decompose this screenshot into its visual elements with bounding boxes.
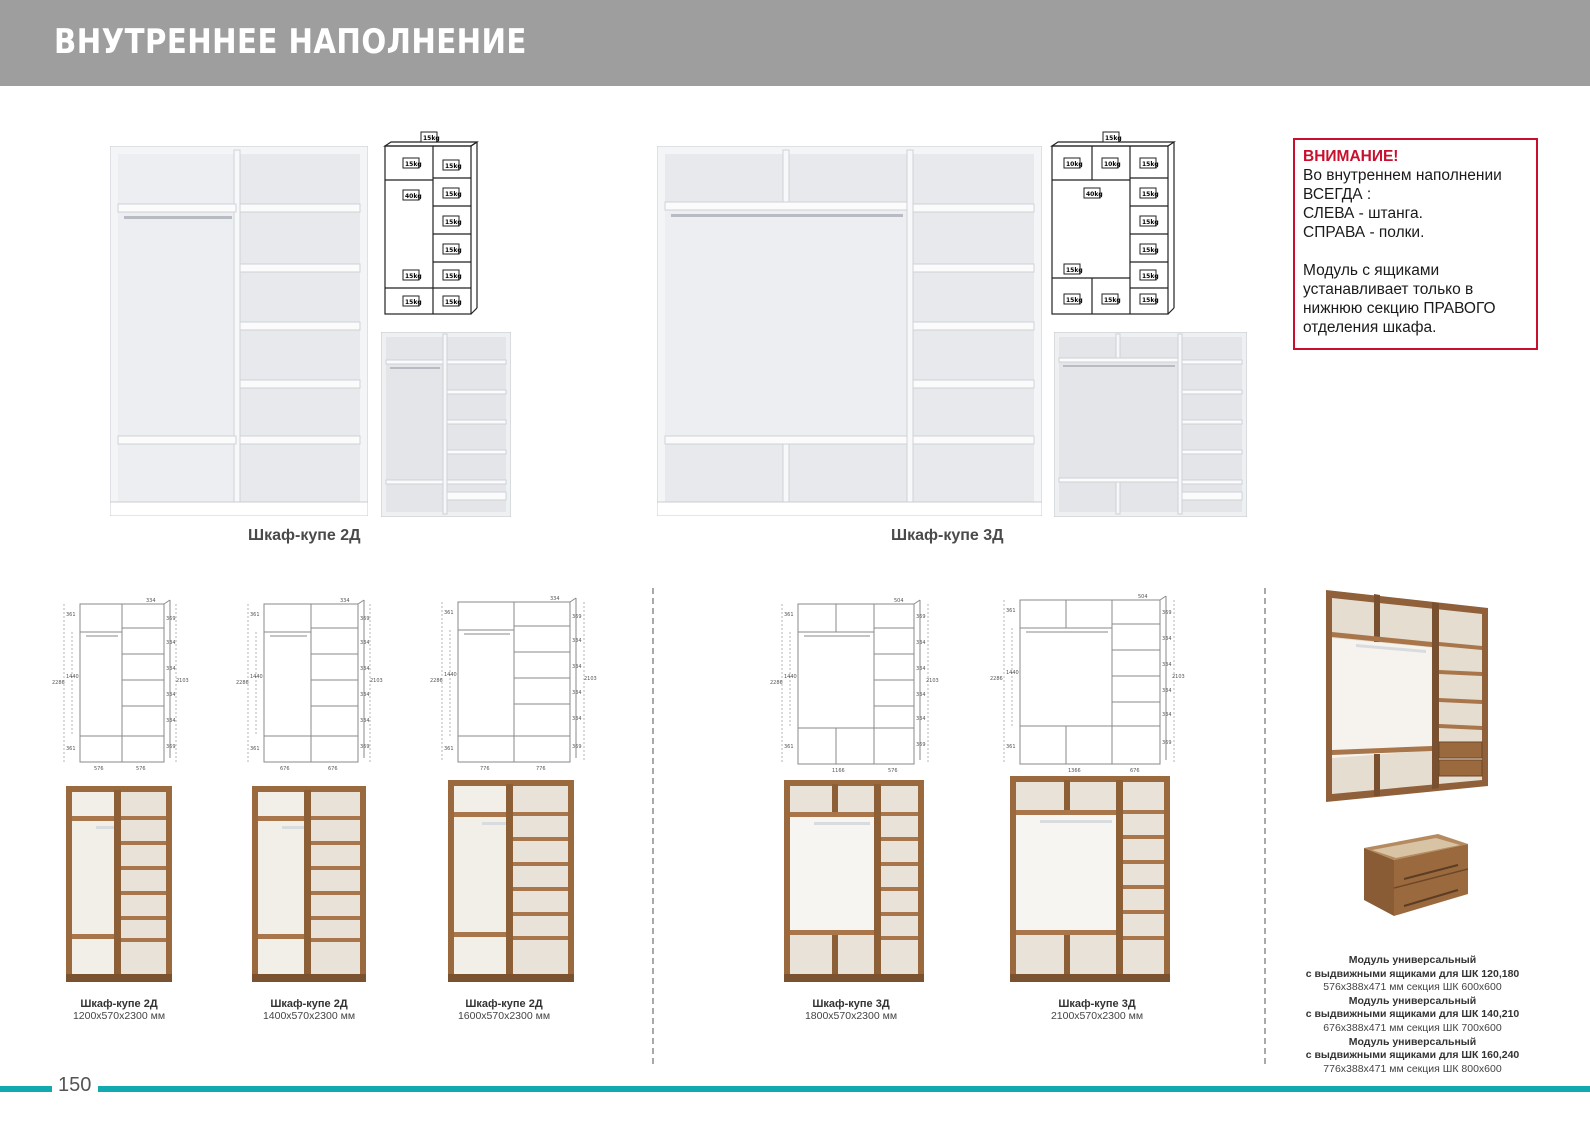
svg-text:15kg: 15kg <box>423 135 440 142</box>
svg-text:2286: 2286 <box>236 680 249 686</box>
svg-text:776: 776 <box>536 766 546 772</box>
svg-text:15kg: 15kg <box>1142 247 1159 254</box>
svg-text:15kg: 15kg <box>1142 273 1159 280</box>
svg-text:15kg: 15kg <box>1142 297 1159 304</box>
svg-text:2103: 2103 <box>1172 674 1185 680</box>
svg-text:15kg: 15kg <box>445 219 462 226</box>
svg-text:15kg: 15kg <box>445 273 462 280</box>
tech-drawing-2d-1600 <box>428 592 598 776</box>
notice-line: Модуль с ящиками <box>1303 262 1440 279</box>
svg-text:576: 576 <box>888 768 898 774</box>
wardrobe-2d-weight-diagram <box>381 128 481 318</box>
svg-text:15kg: 15kg <box>445 163 462 170</box>
page-number: 150 <box>58 1074 92 1096</box>
svg-text:361: 361 <box>784 744 794 750</box>
svg-text:1440: 1440 <box>444 672 457 678</box>
product-size: 1200х570х2300 мм <box>72 1010 166 1022</box>
svg-text:2103: 2103 <box>926 678 939 684</box>
svg-text:334: 334 <box>360 640 370 646</box>
svg-text:369: 369 <box>166 616 176 622</box>
svg-text:15kg: 15kg <box>445 191 462 198</box>
wood-wardrobe-2d-1400 <box>252 786 366 982</box>
svg-text:1440: 1440 <box>66 674 79 680</box>
module-size: 776х388х471 мм секция ШК 800х600 <box>1323 1062 1502 1075</box>
svg-text:15kg: 15kg <box>405 161 422 168</box>
svg-text:15kg: 15kg <box>1066 297 1083 304</box>
svg-text:361: 361 <box>784 612 794 618</box>
svg-text:2103: 2103 <box>584 676 597 682</box>
module-name: Модуль универсальный <box>1348 994 1477 1007</box>
svg-text:334: 334 <box>166 692 176 698</box>
notice-line: отделения шкафа. <box>1303 319 1437 336</box>
product-caption <box>64 998 174 1022</box>
svg-text:15kg: 15kg <box>1104 297 1121 304</box>
module-subtitle: с выдвижными ящиками для ШК 120,180 <box>1305 967 1520 980</box>
section-divider <box>1264 588 1266 1064</box>
svg-text:15kg: 15kg <box>1105 135 1122 142</box>
svg-text:15kg: 15kg <box>1142 191 1159 198</box>
notice-line: СПРАВА - полки. <box>1303 224 1425 241</box>
svg-text:10kg: 10kg <box>1066 161 1083 168</box>
wardrobe-2d-small-render <box>381 332 511 517</box>
notice-line: устанавливает только в <box>1303 281 1474 298</box>
module-size: 676х388х471 мм секция ШК 700х600 <box>1323 1021 1502 1034</box>
product-caption <box>1042 998 1152 1022</box>
svg-text:334: 334 <box>916 666 926 672</box>
wood-wardrobe-3d-1800 <box>784 780 924 982</box>
svg-text:40kg: 40kg <box>1086 191 1103 198</box>
svg-text:334: 334 <box>1162 712 1172 718</box>
svg-text:369: 369 <box>360 744 370 750</box>
svg-text:15kg: 15kg <box>1066 267 1083 274</box>
tech-drawing-2d-1400 <box>234 598 384 776</box>
svg-text:334: 334 <box>360 718 370 724</box>
svg-text:504: 504 <box>894 598 904 604</box>
svg-text:334: 334 <box>572 664 582 670</box>
svg-text:361: 361 <box>444 746 454 752</box>
svg-text:334: 334 <box>340 598 350 604</box>
svg-text:334: 334 <box>166 640 176 646</box>
tech-drawing-3d-2100 <box>990 590 1186 776</box>
svg-text:334: 334 <box>360 692 370 698</box>
svg-text:334: 334 <box>916 640 926 646</box>
footer-line-right <box>98 1086 1590 1092</box>
caption-wardrobe-3d: Шкаф-купе 3Д <box>891 527 1004 544</box>
svg-text:369: 369 <box>1162 740 1172 746</box>
notice-line: ВСЕГДА : <box>1303 186 1372 203</box>
svg-text:334: 334 <box>146 598 156 604</box>
svg-text:2286: 2286 <box>52 680 65 686</box>
wood-wardrobe-2d-1600 <box>448 780 574 982</box>
svg-text:334: 334 <box>572 716 582 722</box>
module-name: Модуль универсальный <box>1348 1035 1477 1048</box>
product-caption <box>449 998 559 1022</box>
svg-text:369: 369 <box>916 742 926 748</box>
svg-text:10kg: 10kg <box>1104 161 1121 168</box>
svg-text:361: 361 <box>66 612 76 618</box>
svg-text:361: 361 <box>66 746 76 752</box>
svg-text:504: 504 <box>1138 594 1148 600</box>
svg-text:334: 334 <box>572 638 582 644</box>
svg-text:676: 676 <box>1130 768 1140 774</box>
caption-wardrobe-2d: Шкаф-купе 2Д <box>248 527 361 544</box>
svg-text:369: 369 <box>572 744 582 750</box>
svg-text:2286: 2286 <box>990 676 1003 682</box>
svg-text:676: 676 <box>328 766 338 772</box>
svg-text:776: 776 <box>480 766 490 772</box>
svg-text:334: 334 <box>166 666 176 672</box>
product-size: 1800х570х2300 мм <box>804 1010 898 1022</box>
svg-text:576: 576 <box>136 766 146 772</box>
svg-text:1440: 1440 <box>784 674 797 680</box>
svg-text:1366: 1366 <box>1068 768 1081 774</box>
svg-text:15kg: 15kg <box>445 299 462 306</box>
product-size: 1600х570х2300 мм <box>457 1010 551 1022</box>
svg-text:15kg: 15kg <box>1142 161 1159 168</box>
drawer-module <box>1364 834 1468 916</box>
product-caption <box>796 998 906 1022</box>
wood-wardrobe-with-drawers <box>1326 590 1488 802</box>
page-header <box>0 0 1590 86</box>
wardrobe-3d-small-render <box>1054 332 1247 517</box>
notice-line: СЛЕВА - штанга. <box>1303 205 1423 222</box>
svg-text:676: 676 <box>280 766 290 772</box>
section-divider <box>652 588 654 1064</box>
svg-text:369: 369 <box>166 744 176 750</box>
wardrobe-3d-weight-diagram <box>1048 128 1178 318</box>
svg-text:334: 334 <box>1162 662 1172 668</box>
product-name: Шкаф-купе 2Д <box>270 998 348 1010</box>
notice-line: Во внутреннем наполнении <box>1303 167 1502 184</box>
svg-text:15kg: 15kg <box>405 273 422 280</box>
svg-text:2286: 2286 <box>430 678 443 684</box>
svg-text:334: 334 <box>916 692 926 698</box>
svg-text:361: 361 <box>250 746 260 752</box>
wardrobe-2d-render <box>110 146 368 516</box>
svg-text:40kg: 40kg <box>405 193 422 200</box>
product-name: Шкаф-купе 2Д <box>465 998 543 1010</box>
svg-text:369: 369 <box>1162 610 1172 616</box>
svg-text:361: 361 <box>1006 744 1016 750</box>
product-size: 2100х570х2300 мм <box>1050 1010 1144 1022</box>
svg-text:334: 334 <box>916 716 926 722</box>
svg-text:1440: 1440 <box>1006 670 1019 676</box>
module-subtitle: с выдвижными ящиками для ШК 160,240 <box>1305 1049 1520 1062</box>
product-size: 1400х570х2300 мм <box>262 1010 356 1022</box>
svg-text:2286: 2286 <box>770 680 783 686</box>
svg-text:369: 369 <box>572 614 582 620</box>
svg-text:334: 334 <box>572 690 582 696</box>
page-title: ВНУТРЕННЕЕ НАПОЛНЕНИЕ <box>54 22 527 62</box>
svg-text:2103: 2103 <box>176 678 189 684</box>
product-name: Шкаф-купе 2Д <box>80 998 158 1010</box>
svg-text:334: 334 <box>550 596 560 602</box>
attention-notice <box>1293 138 1538 350</box>
svg-text:15kg: 15kg <box>1142 219 1159 226</box>
module-name: Модуль универсальный <box>1348 954 1477 966</box>
svg-text:361: 361 <box>444 610 454 616</box>
svg-text:2103: 2103 <box>370 678 383 684</box>
module-captions <box>1290 954 1535 1076</box>
footer-line-left <box>0 1086 52 1092</box>
svg-text:369: 369 <box>916 614 926 620</box>
module-subtitle: с выдвижными ящиками для ШК 140,210 <box>1305 1008 1520 1021</box>
svg-text:15kg: 15kg <box>445 247 462 254</box>
svg-text:1440: 1440 <box>250 674 263 680</box>
svg-text:361: 361 <box>250 612 260 618</box>
svg-text:334: 334 <box>360 666 370 672</box>
wood-wardrobe-2d-1200 <box>66 786 172 982</box>
svg-text:576: 576 <box>94 766 104 772</box>
product-caption <box>254 998 364 1022</box>
svg-text:1166: 1166 <box>832 768 845 774</box>
svg-text:334: 334 <box>1162 688 1172 694</box>
svg-text:334: 334 <box>166 718 176 724</box>
tech-drawing-3d-1800 <box>770 596 940 776</box>
tech-drawing-2d-1200 <box>50 598 190 776</box>
svg-text:15kg: 15kg <box>405 299 422 306</box>
module-size: 576х388х471 мм секция ШК 600х600 <box>1323 981 1502 994</box>
product-name: Шкаф-купе 3Д <box>812 998 890 1010</box>
product-name: Шкаф-купе 3Д <box>1058 998 1136 1010</box>
notice-title: ВНИМАНИЕ! <box>1303 148 1399 165</box>
svg-text:361: 361 <box>1006 608 1016 614</box>
notice-line: нижнюю секцию ПРАВОГО <box>1303 300 1496 317</box>
svg-text:334: 334 <box>1162 636 1172 642</box>
wood-wardrobe-3d-2100 <box>1010 776 1170 982</box>
svg-text:369: 369 <box>360 616 370 622</box>
wardrobe-3d-render <box>657 146 1042 516</box>
